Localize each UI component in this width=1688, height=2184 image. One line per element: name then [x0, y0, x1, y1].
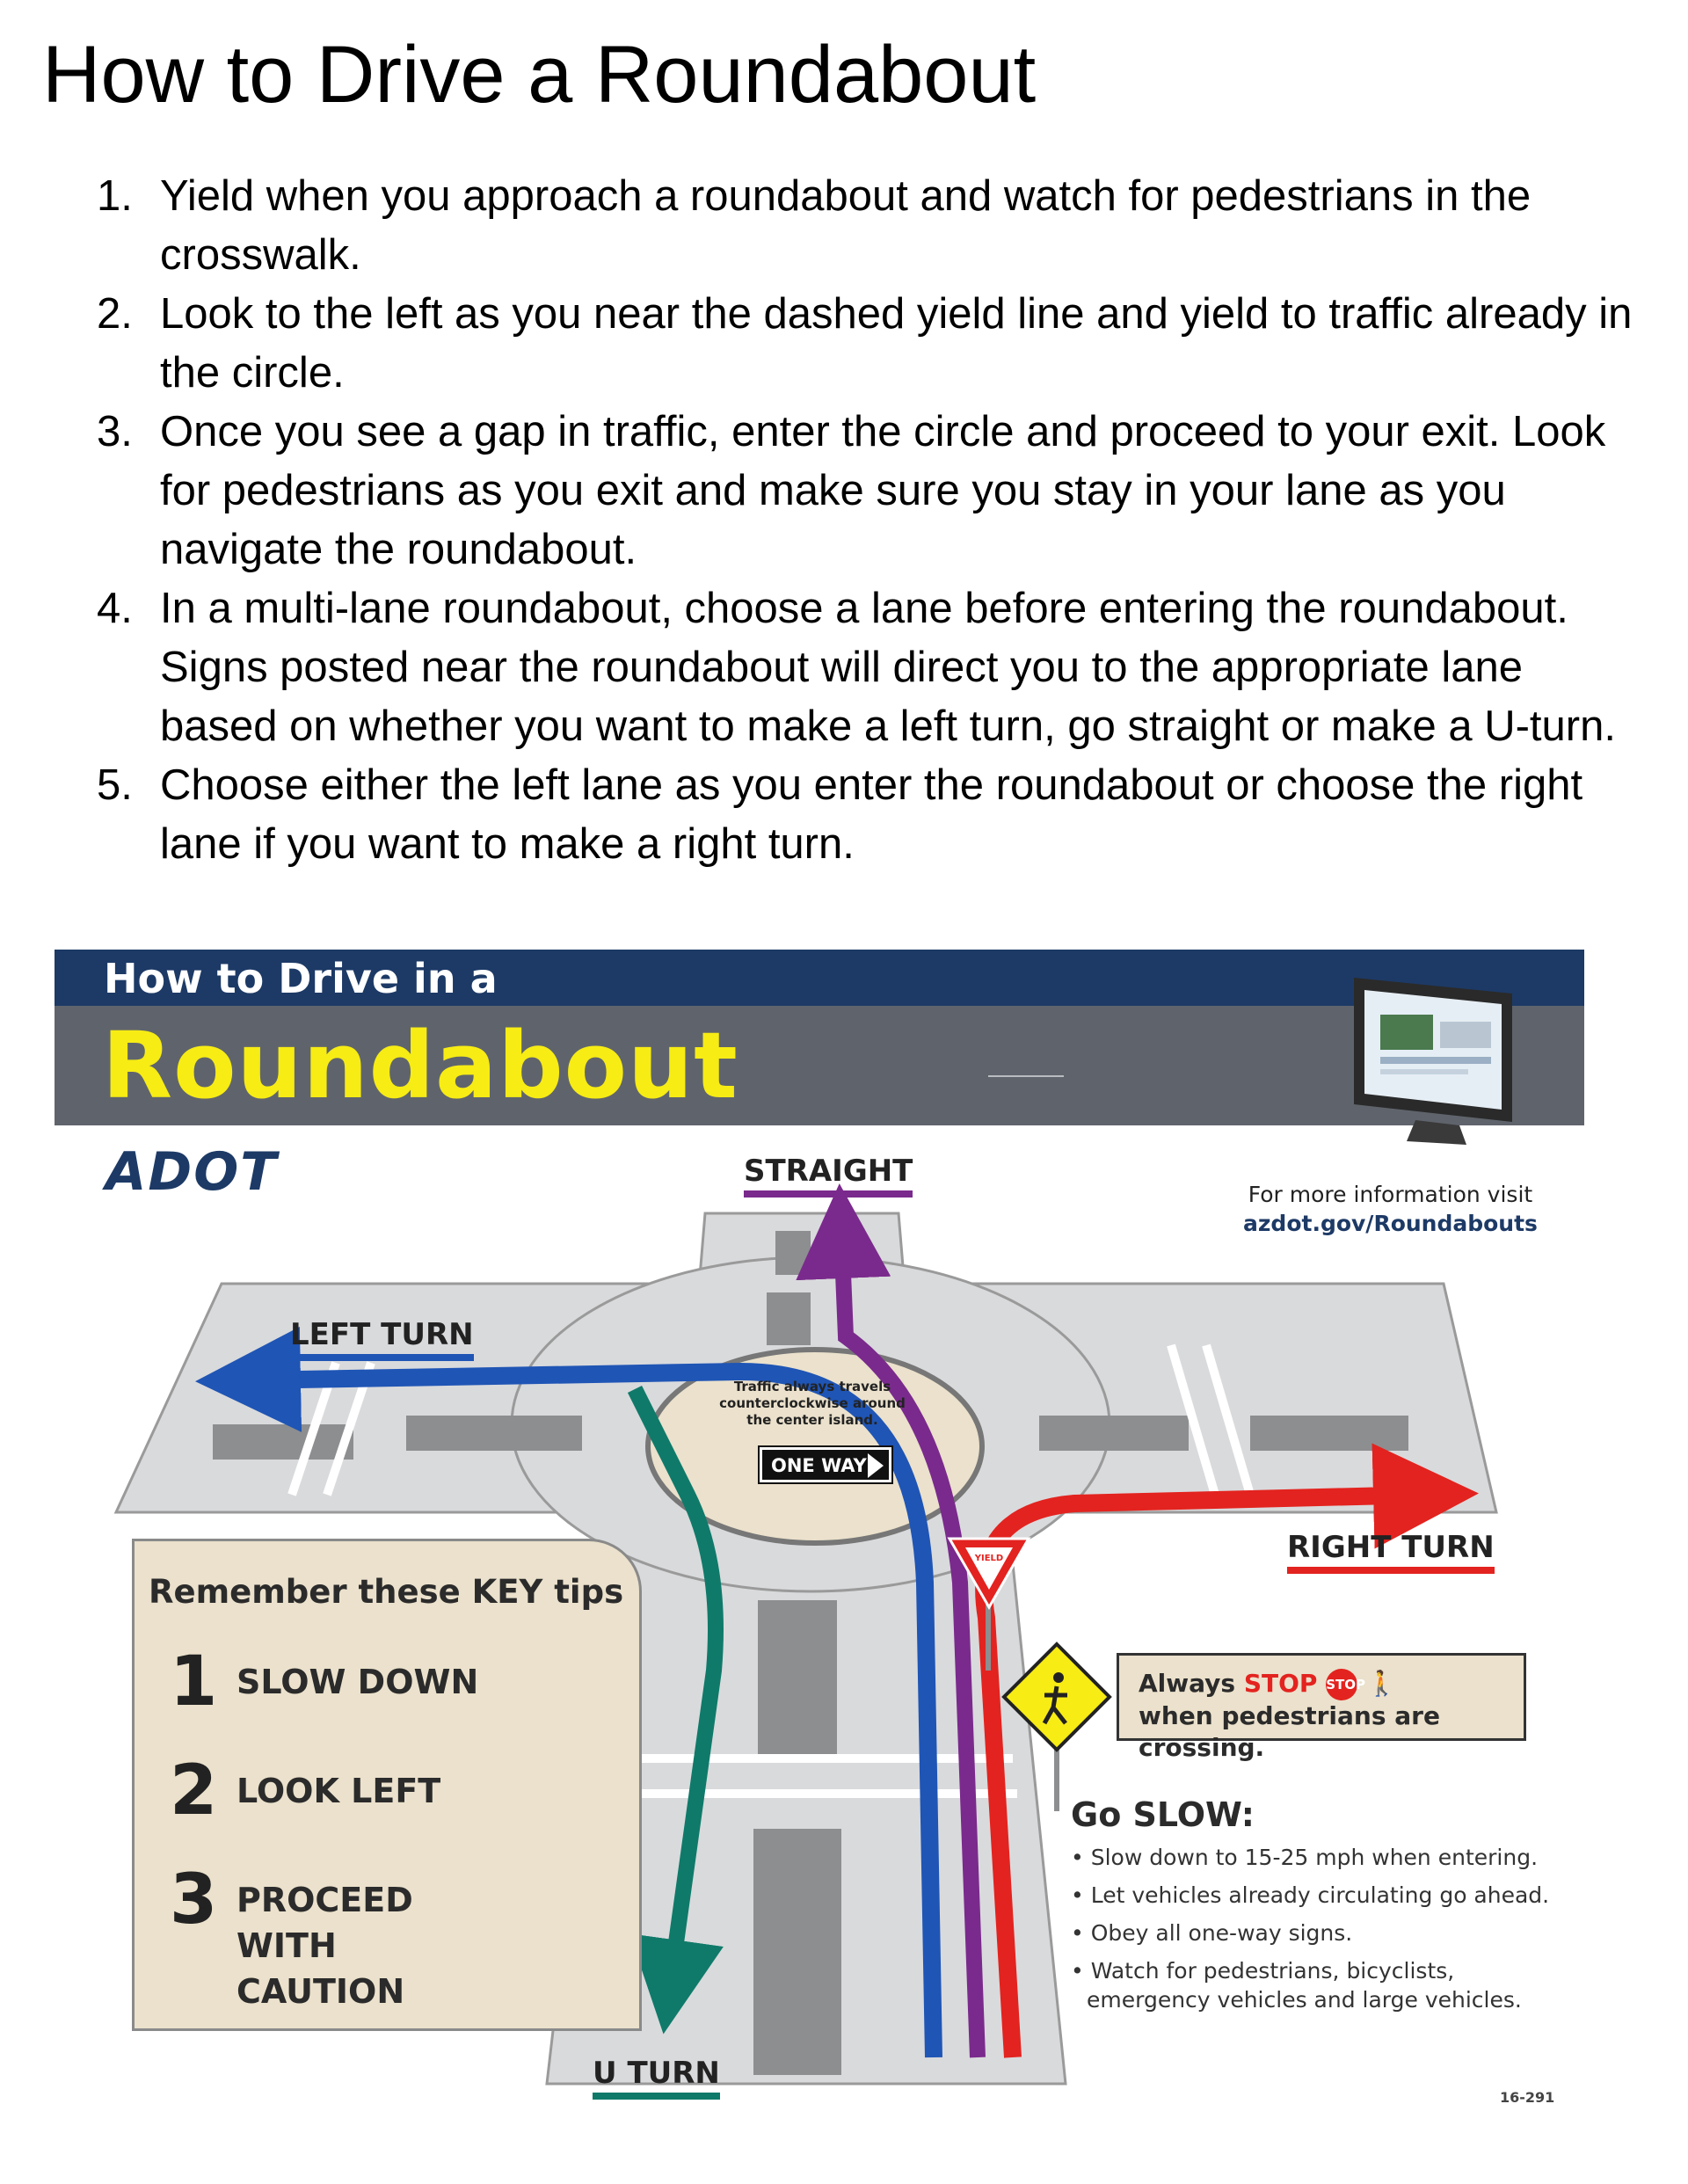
one-way-sign — [760, 1447, 891, 1482]
left-turn-label-text: LEFT TURN — [290, 1317, 474, 1352]
list-item — [97, 579, 1644, 756]
instruction-list — [97, 167, 1644, 874]
list-item: • Watch for pedestrians, bicyclists, emergency vehicles and large vehicles. — [1071, 1956, 1563, 2014]
go-slow-list — [1071, 1843, 1563, 2014]
step-number: 3. — [97, 408, 133, 455]
tip-number: 1 — [170, 1642, 218, 1722]
more-info-url: azdot.gov/Roundabouts — [1243, 1211, 1538, 1236]
right-turn-label-bar — [1287, 1567, 1495, 1574]
step-text: Once you see a gap in traffic, enter the circle and proceed to your exit. Look for pedestrians as you exit and make sure you stay in your lane as you navigate the roundabout. — [160, 408, 1606, 573]
tip-text: LOOK LEFT — [236, 1772, 441, 1810]
page-title: How to Drive a Roundabout — [42, 30, 1037, 120]
go-slow-title: Go SLOW: — [1071, 1795, 1255, 1834]
more-info-text: For more information visit — [1248, 1182, 1533, 1207]
stop-box-always: Always — [1139, 1669, 1236, 1698]
roundabout-poster — [55, 950, 1584, 2119]
tip-text: PROCEED WITH CAUTION — [236, 1881, 413, 2011]
stop-for-pedestrians-box — [1117, 1653, 1526, 1762]
step-number: 5. — [97, 761, 133, 809]
more-info — [1243, 1180, 1538, 1238]
right-turn-label — [1287, 1530, 1495, 1574]
u-turn-label-bar — [593, 2093, 720, 2100]
left-turn-label-bar — [290, 1354, 474, 1361]
tip-number: 3 — [170, 1860, 218, 1940]
list-item: • Obey all one-way signs. — [1071, 1918, 1563, 1947]
step-text: Choose either the left lane as you enter the roundabout or choose the right lane if you want to make a right turn. — [160, 761, 1583, 868]
u-turn-label — [593, 2056, 720, 2100]
right-turn-label-text: RIGHT TURN — [1287, 1530, 1495, 1565]
list-item — [97, 403, 1644, 579]
step-number: 4. — [97, 585, 133, 632]
tip-text: SLOW DOWN — [236, 1663, 479, 1701]
banner-title: Roundabout — [102, 1012, 738, 1119]
straight-label — [744, 1154, 913, 1198]
u-turn-label-text: U TURN — [593, 2056, 720, 2091]
pedestrian-icon: 🚶 — [1365, 1669, 1397, 1698]
list-item — [97, 167, 1644, 285]
island-note: Traffic always travels counterclockwise around the center island. — [719, 1379, 906, 1428]
banner-subtitle: How to Drive in a — [104, 955, 498, 1002]
straight-label-text: STRAIGHT — [744, 1154, 913, 1189]
computer-monitor-icon — [1345, 972, 1530, 1157]
stop-sign-icon: STOP — [1326, 1669, 1357, 1700]
step-text: In a multi-lane roundabout, choose a lane before entering the roundabout. Signs posted near the roundabout will direct you to the appropriate lane based on whether you want to make a left turn, go straight or make a U-turn. — [160, 585, 1616, 750]
one-way-text: ONE WAY — [771, 1455, 867, 1476]
left-turn-label — [290, 1317, 474, 1361]
go-slow-section — [1071, 1795, 1563, 2023]
list-item: • Let vehicles already circulating go ahead. — [1071, 1881, 1563, 1910]
yield-sign-text: YIELD — [974, 1554, 1004, 1563]
straight-label-bar — [744, 1190, 913, 1198]
document-code: 16-291 — [1500, 2089, 1555, 2106]
list-item — [97, 285, 1644, 403]
tips-title: Remember these KEY tips — [149, 1573, 624, 1611]
stop-box-stop: STOP — [1243, 1669, 1318, 1698]
list-item: • Slow down to 15-25 mph when entering. — [1071, 1843, 1563, 1872]
adot-logo: ADOT — [106, 1141, 279, 1203]
step-text: Look to the left as you near the dashed yield line and yield to traffic already in the circle. — [160, 290, 1633, 397]
step-number: 2. — [97, 290, 133, 338]
banner-rule — [988, 1075, 1064, 1077]
step-text: Yield when you approach a roundabout and watch for pedestrians in the crosswalk. — [160, 172, 1532, 279]
stop-box-line2: when pedestrians are crossing. — [1139, 1701, 1440, 1762]
key-tips-panel — [132, 1539, 642, 2031]
tip-number: 2 — [170, 1751, 218, 1831]
step-number: 1. — [97, 172, 133, 220]
one-way-arrow-icon — [868, 1453, 884, 1478]
list-item — [97, 756, 1644, 874]
